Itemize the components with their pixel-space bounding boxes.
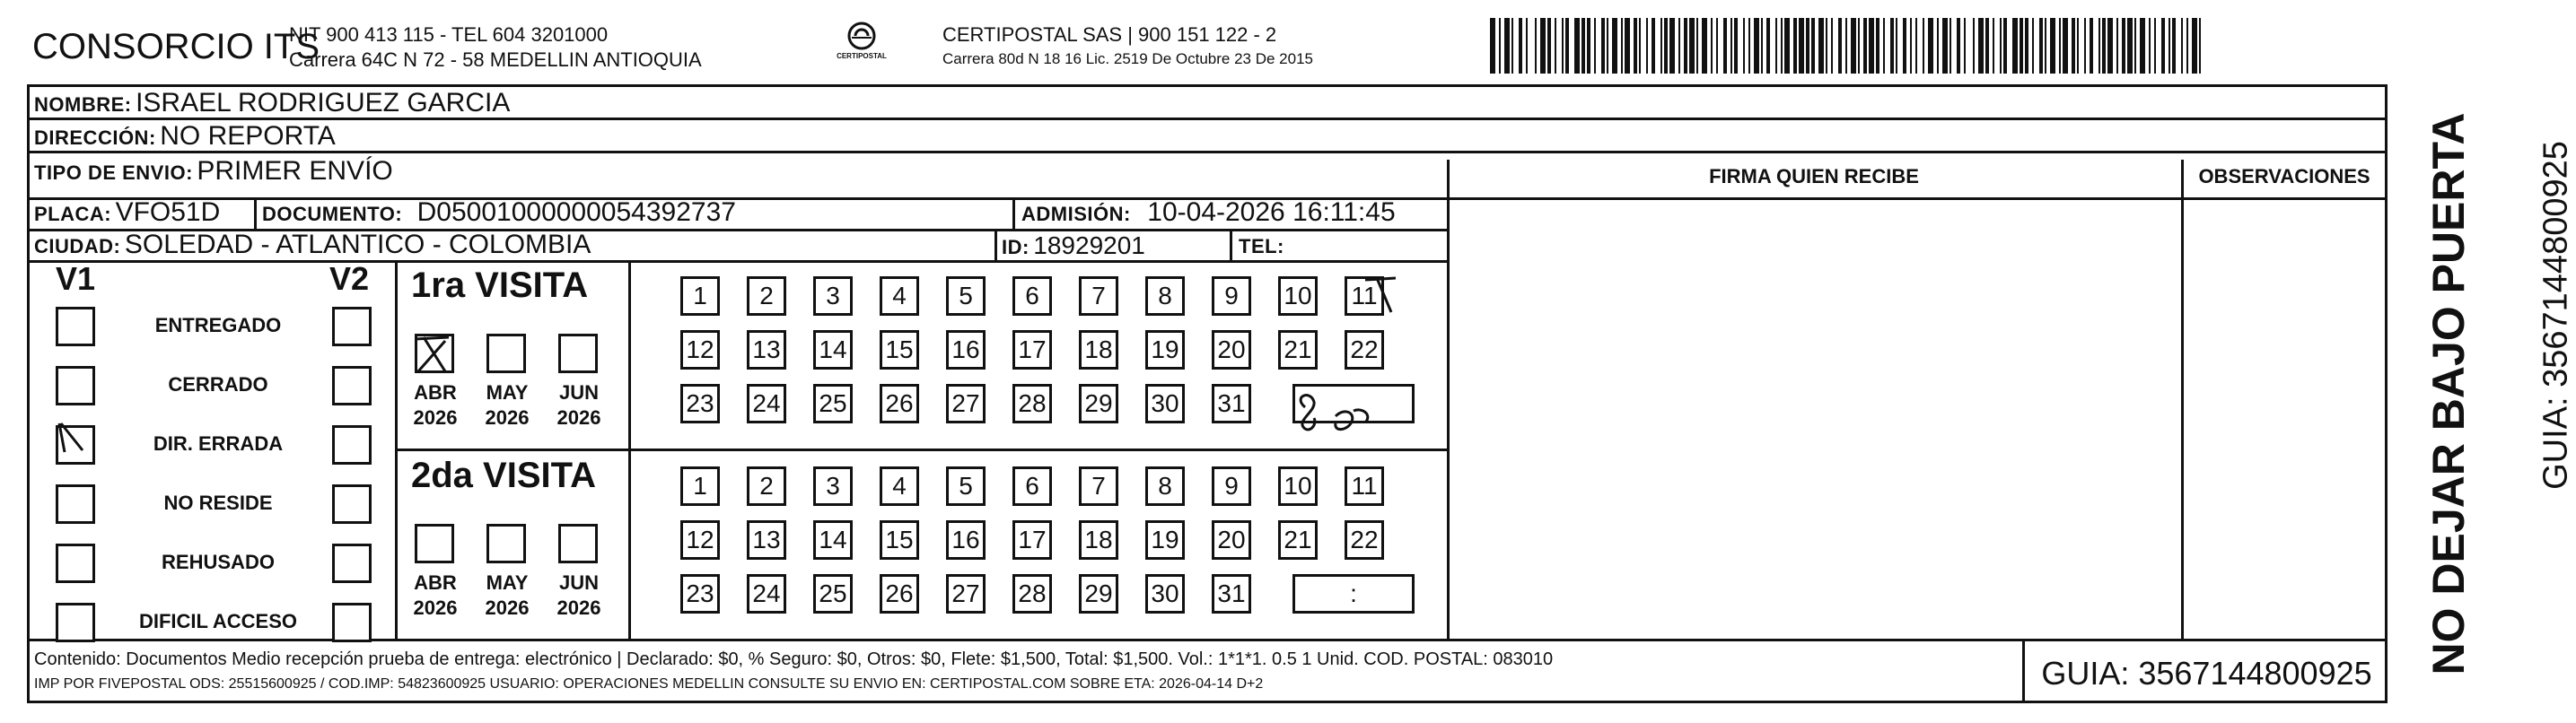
day-box[interactable]: 13: [747, 520, 786, 560]
v2-checkbox-5[interactable]: [332, 603, 372, 642]
v2-label: V2: [329, 260, 370, 297]
documento-value: D05001000000054392737: [416, 197, 736, 227]
day-box[interactable]: 7: [1079, 276, 1118, 316]
day-box[interactable]: 15: [880, 520, 919, 560]
id-label: ID:: [1002, 236, 1030, 258]
day-box[interactable]: 23: [680, 384, 720, 423]
day-box[interactable]: 14: [813, 330, 853, 370]
day-box[interactable]: 30: [1145, 574, 1185, 614]
day-box[interactable]: 24: [747, 574, 786, 614]
nombre-value: ISRAEL RODRIGUEZ GARCIA: [136, 88, 511, 118]
month-label: [548, 380, 610, 431]
day-box[interactable]: 16: [946, 330, 986, 370]
day-box[interactable]: 28: [1012, 384, 1052, 423]
month-label: [476, 571, 539, 621]
courier-address: Carrera 80d N 18 16 Lic. 2519 De Octubre 23 De 2015: [942, 50, 1313, 67]
v2-checkbox-3[interactable]: [332, 484, 372, 524]
day-box[interactable]: 9: [1212, 466, 1251, 506]
month-name: ABR: [414, 571, 457, 594]
barcode-bar: [2201, 18, 2204, 74]
v1-checkbox-2[interactable]: [56, 425, 95, 465]
first-visit-title: 1ra VISITA: [411, 266, 589, 305]
day-box[interactable]: 1: [680, 276, 720, 316]
ciudad-label: CIUDAD:: [34, 235, 121, 257]
day-box[interactable]: 18: [1079, 330, 1118, 370]
ciudad-row: [34, 230, 591, 260]
documento-label: DOCUMENTO:: [262, 203, 403, 225]
day-box[interactable]: 31: [1212, 384, 1251, 423]
v2-checkbox-1[interactable]: [332, 366, 372, 405]
day-box[interactable]: 11: [1345, 466, 1384, 506]
admision-value: 10-04-2026 16:11:45: [1147, 197, 1396, 227]
day-box[interactable]: 9: [1212, 276, 1251, 316]
day-box[interactable]: 25: [813, 574, 853, 614]
tipo-row: [34, 156, 393, 187]
day-box[interactable]: 18: [1079, 520, 1118, 560]
v1-checkbox-3[interactable]: [56, 484, 95, 524]
day-box[interactable]: 22: [1345, 520, 1384, 560]
month-year: 2026: [413, 597, 458, 619]
side-text: [2395, 99, 2575, 709]
v1-checkbox-1[interactable]: [56, 366, 95, 405]
day-box[interactable]: 6: [1012, 276, 1052, 316]
month-label: [404, 571, 467, 621]
month-checkbox[interactable]: [486, 334, 526, 373]
day-box[interactable]: 20: [1212, 330, 1251, 370]
day-box[interactable]: 27: [946, 574, 986, 614]
ciudad-value: SOLEDAD - ATLANTICO - COLOMBIA: [124, 230, 591, 259]
day-box[interactable]: 24: [747, 384, 786, 423]
month-name: JUN: [558, 571, 599, 594]
nombre-label: NOMBRE:: [34, 93, 132, 116]
day-box[interactable]: 21: [1278, 330, 1318, 370]
month-checkbox[interactable]: [558, 524, 598, 563]
day-box[interactable]: 4: [880, 276, 919, 316]
status-label: DIFICIL ACCESO: [138, 610, 297, 632]
firma-header: FIRMA QUIEN RECIBE: [1709, 165, 1919, 187]
day-box[interactable]: 10: [1278, 466, 1318, 506]
day-box[interactable]: 17: [1012, 330, 1052, 370]
v2-checkbox-0[interactable]: [332, 307, 372, 346]
logo-text: CERTIPOSTAL: [837, 52, 887, 60]
admision-label: ADMISIÓN:: [1021, 203, 1131, 225]
month-year: 2026: [556, 597, 601, 619]
v1-checkbox-0[interactable]: [56, 307, 95, 346]
month-year: 2026: [485, 406, 530, 429]
id-row: [1002, 231, 1145, 260]
day-box[interactable]: 2: [747, 466, 786, 506]
day-box[interactable]: 12: [680, 520, 720, 560]
admision-row: [1021, 197, 1396, 228]
day-box[interactable]: 8: [1145, 466, 1185, 506]
status-label: DIR. ERRADA: [153, 432, 284, 455]
month-label: [548, 571, 610, 621]
company-nit-tel: NIT 900 413 115 - TEL 604 3201000: [289, 23, 609, 46]
side-guia: GUIA: 3567144800925: [2537, 141, 2575, 490]
month-name: MAY: [486, 571, 529, 594]
month-label: [404, 380, 467, 431]
day-box[interactable]: 2: [747, 276, 786, 316]
id-value: 18929201: [1033, 231, 1145, 259]
courier-name: CERTIPOSTAL SAS | 900 151 122 - 2: [942, 23, 1277, 46]
day-box[interactable]: 11: [1345, 276, 1384, 316]
month-name: ABR: [414, 381, 457, 404]
month-label: [476, 380, 539, 431]
day-box[interactable]: 29: [1079, 574, 1118, 614]
day-box[interactable]: 26: [880, 384, 919, 423]
day-box[interactable]: 17: [1012, 520, 1052, 560]
day-box[interactable]: 16: [946, 520, 986, 560]
v1-checkbox-5[interactable]: [56, 603, 95, 642]
day-box[interactable]: 5: [946, 276, 986, 316]
v1-checkbox-4[interactable]: [56, 544, 95, 583]
day-box[interactable]: 14: [813, 520, 853, 560]
barcode-bar: [1528, 18, 1535, 74]
month-checkbox[interactable]: [558, 334, 598, 373]
day-box[interactable]: 19: [1145, 330, 1185, 370]
second-visit-title: 2da VISITA: [411, 456, 596, 495]
company-name: CONSORCIO ITS: [32, 27, 320, 66]
day-box[interactable]: 26: [880, 574, 919, 614]
tipo-label: TIPO DE ENVIO:: [34, 161, 193, 184]
day-box[interactable]: 27: [946, 384, 986, 423]
day-box[interactable]: 30: [1145, 384, 1185, 423]
status-label: CERRADO: [168, 373, 268, 396]
status-label: NO RESIDE: [163, 492, 273, 514]
direccion-value: NO REPORTA: [160, 121, 336, 151]
day-box[interactable]: 7: [1079, 466, 1118, 506]
v1-label: V1: [56, 260, 96, 297]
day-box[interactable]: 31: [1212, 574, 1251, 614]
time-box[interactable]: :: [1292, 574, 1415, 614]
month-year: 2026: [413, 406, 458, 429]
day-box[interactable]: 8: [1145, 276, 1185, 316]
no-dejar-bajo-puerta: NO DEJAR BAJO PUERTA: [2423, 112, 2474, 675]
day-box[interactable]: 12: [680, 330, 720, 370]
nombre-row: [34, 88, 510, 118]
month-checkbox[interactable]: [415, 334, 454, 373]
month-year: 2026: [556, 406, 601, 429]
day-box[interactable]: 21: [1278, 520, 1318, 560]
day-box[interactable]: 3: [813, 466, 853, 506]
day-box[interactable]: 5: [946, 466, 986, 506]
month-name: MAY: [486, 381, 529, 404]
barcode-bar: [1966, 18, 1973, 74]
day-box[interactable]: 1: [680, 466, 720, 506]
day-box[interactable]: 22: [1345, 330, 1384, 370]
footer-line1: Contenido: Documentos Medio recepción prueba de entrega: electrónico | Declarado: $0, % Seguro: $0, Otros: $0, Flete: $1,500, Total: $1,500. Vol.: 1*1*1. 0.5 1 Unid. COD. POSTAL: 083010: [34, 649, 1554, 669]
direccion-row: [34, 121, 336, 152]
observaciones-header: OBSERVACIONES: [2198, 165, 2370, 187]
status-label: ENTREGADO: [154, 314, 282, 336]
day-box[interactable]: 3: [813, 276, 853, 316]
month-name: JUN: [558, 381, 599, 404]
day-box[interactable]: 23: [680, 574, 720, 614]
footer-line2: IMP POR FIVEPOSTAL ODS: 25515600925 / COD.IMP: 54823600925 USUARIO: OPERACIONES MEDELLIN CONSULTE SU ENVIO EN: CERTIPOSTAL.COM SOBRE ETA: 2026-04-14 D+2: [34, 676, 1264, 692]
month-year: 2026: [485, 597, 530, 619]
barcode: [1490, 18, 2208, 74]
placa-label: PLACA:: [34, 203, 112, 225]
month-checkbox[interactable]: [486, 524, 526, 563]
day-box[interactable]: 29: [1079, 384, 1118, 423]
footer-guia: GUIA: 3567144800925: [2041, 655, 2372, 692]
day-box[interactable]: 25: [813, 384, 853, 423]
direccion-label: DIRECCIÓN:: [34, 126, 156, 149]
day-box[interactable]: 4: [880, 466, 919, 506]
day-box[interactable]: 13: [747, 330, 786, 370]
tel-label: TEL:: [1239, 235, 1284, 257]
placa-value: VFO51D: [115, 197, 221, 227]
day-box[interactable]: 6: [1012, 466, 1052, 506]
day-box[interactable]: 15: [880, 330, 919, 370]
day-box[interactable]: 20: [1212, 520, 1251, 560]
day-box[interactable]: 10: [1278, 276, 1318, 316]
v2-checkbox-4[interactable]: [332, 544, 372, 583]
certipostal-logo: [830, 20, 893, 66]
month-checkbox[interactable]: [415, 524, 454, 563]
time-box[interactable]: [1292, 384, 1415, 423]
day-box[interactable]: 19: [1145, 520, 1185, 560]
status-label: REHUSADO: [162, 551, 275, 573]
tipo-value: PRIMER ENVÍO: [197, 156, 393, 186]
placa-row: [34, 197, 220, 228]
day-box[interactable]: 28: [1012, 574, 1052, 614]
v2-checkbox-2[interactable]: [332, 425, 372, 465]
company-address: Carrera 64C N 72 - 58 MEDELLIN ANTIOQUIA: [289, 48, 702, 71]
documento-row: [262, 197, 736, 228]
